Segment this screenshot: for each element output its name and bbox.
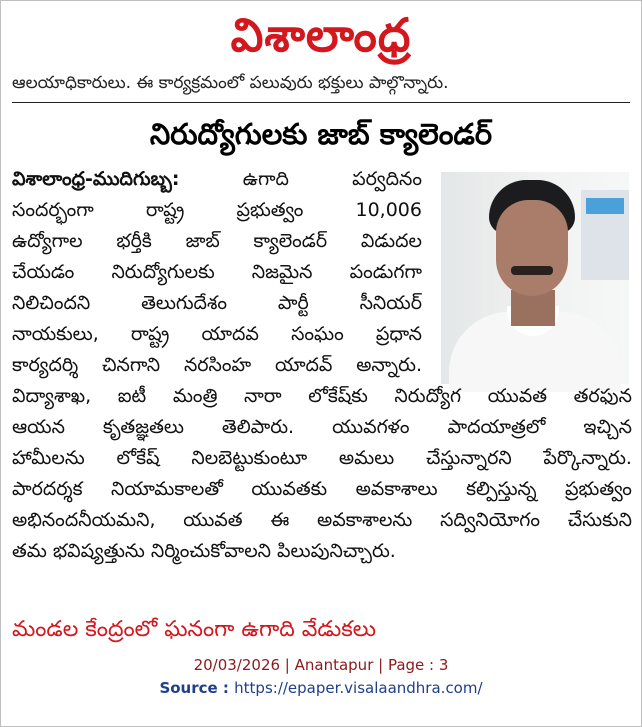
article-word: మంత్రి [172, 385, 218, 407]
article-headline: నిరుద్యోగులకు జాబ్ క్యాలెండర్ [149, 117, 493, 151]
article-line [12, 226, 422, 257]
article-word: తెలిపారు. [221, 416, 295, 438]
article-word: ప్రభుత్వం [236, 199, 304, 221]
article-line [12, 195, 422, 226]
article-word: నిలిచిందని [12, 292, 91, 314]
article-word: యాదవ్ [274, 354, 333, 376]
article-word: నిలబెట్టుకుంటూ [191, 447, 308, 469]
article-word: పార్టీ [277, 292, 309, 314]
article-line [12, 505, 632, 536]
article-word: పేర్కొన్నారు. [543, 447, 632, 469]
article-line [12, 288, 422, 319]
article-word: ఇచ్చిన [583, 416, 632, 438]
newspaper-masthead [0, 6, 642, 64]
article-word: యువత [183, 509, 243, 531]
article-word: కార్యదర్శి [12, 354, 79, 376]
article-line [12, 474, 632, 505]
article-word: యువతకు [251, 478, 328, 500]
article-word: ప్రభుత్వం [565, 478, 632, 500]
source-url: https://epaper.visalaandhra.com/ [234, 679, 483, 697]
article-divider [12, 102, 630, 103]
article-word: ఐటీ [117, 385, 147, 407]
source-label: Source : [159, 679, 235, 697]
article-word: చినగాని [102, 354, 161, 376]
article-word: పాదయాత్రలో [447, 416, 546, 438]
article-word: సద్వినియోగం [440, 509, 540, 531]
article-word: ఈ [270, 509, 290, 531]
article-word: 10,006 [355, 199, 422, 221]
clipping-dateline: 20/03/2026 | Anantapur | Page : 3 [193, 656, 449, 674]
article-word: భర్తీకి [116, 230, 152, 252]
previous-article-cut-line: ఆలయాధికారులు. ఈ కార్యక్రమంలో పలువురు భక్తులు పాల్గొన్నారు. [12, 73, 449, 93]
article-word: అన్నారు. [356, 354, 422, 376]
article-word: అమలు [338, 447, 395, 469]
article-word: తెలుగుదేశం [141, 292, 228, 314]
article-word: అభినందనీయమని, [12, 509, 156, 531]
article-word: యువత [487, 385, 547, 407]
article-word: రాష్ట్ర [130, 323, 170, 345]
article-word: కల్పిస్తున్న [466, 478, 537, 500]
article-body [12, 164, 632, 567]
article-word: నారా [244, 385, 282, 407]
article-word: నిరుద్యోగ [394, 385, 462, 407]
article-word: నరసింహ [183, 354, 252, 376]
article-word: చేస్తున్నారని [426, 447, 512, 469]
masthead-title: విశాలాంధ్ర [230, 8, 412, 62]
article-word: కృతజ్ఞతలు [102, 416, 184, 438]
article-word: లోకేష్‌కు [308, 385, 368, 407]
article-word: పారదర్శక [12, 478, 83, 500]
article-line [12, 319, 422, 350]
clipping-source [0, 678, 642, 698]
article-word: యాదవ [201, 323, 259, 345]
article-word: సందర్భంగా [12, 199, 94, 221]
article-word: విశాలాంధ్ర-ముదిగుబ్బ: [12, 168, 180, 190]
article-word: విద్యాశాఖ, [12, 385, 92, 407]
next-article-cut-headline: మండల కేంద్రంలో ఘనంగా ఉగాది వేడుకలు [12, 617, 376, 642]
article-word: నిరుద్యోగులకు [111, 261, 215, 283]
article-word: అవకాశాలు [355, 478, 438, 500]
article-word: లోకేష్ [116, 447, 160, 469]
article-line [12, 350, 422, 381]
article-word: తరఫున [573, 385, 632, 407]
article-word: రాష్ట్ర [145, 199, 185, 221]
article-word: పర్వదినం [352, 168, 422, 190]
article-word: నాయకులు, [12, 323, 99, 345]
article-word: చేసుకుని [567, 509, 632, 531]
article-word: క్యాలెండర్ [253, 230, 328, 252]
article-line [12, 257, 422, 288]
article-line [12, 164, 422, 195]
article-last-line: తమ భవిష్యత్తును నిర్మించుకోవాలని పిలుపునిచ్చారు. [12, 540, 396, 562]
article-line [12, 412, 632, 443]
article-word: యువగళం [332, 416, 410, 438]
article-word: విడుదల [360, 230, 422, 252]
article-text-full-width [12, 381, 632, 536]
article-word: ఆయన [12, 416, 65, 438]
article-word: జాబ్ [185, 230, 220, 252]
article-word: పండుగగా [349, 261, 422, 283]
article-word: ఉద్యోగాల [12, 230, 83, 252]
article-word: నియామకాలతో [111, 478, 223, 500]
article-word: అవకాశాలను [317, 509, 413, 531]
article-text-beside-photo [12, 164, 632, 381]
article-word: ప్రధాన [375, 323, 422, 345]
article-word: సంఘం [291, 323, 344, 345]
article-word: సీనియర్ [359, 292, 422, 314]
article-line [12, 443, 632, 474]
article-word: హామీలను [12, 447, 85, 469]
article-word: చేయడం [12, 261, 75, 283]
article-line [12, 381, 632, 412]
article-word: నిజమైన [251, 261, 313, 283]
article-word: ఉగాది [242, 168, 289, 190]
